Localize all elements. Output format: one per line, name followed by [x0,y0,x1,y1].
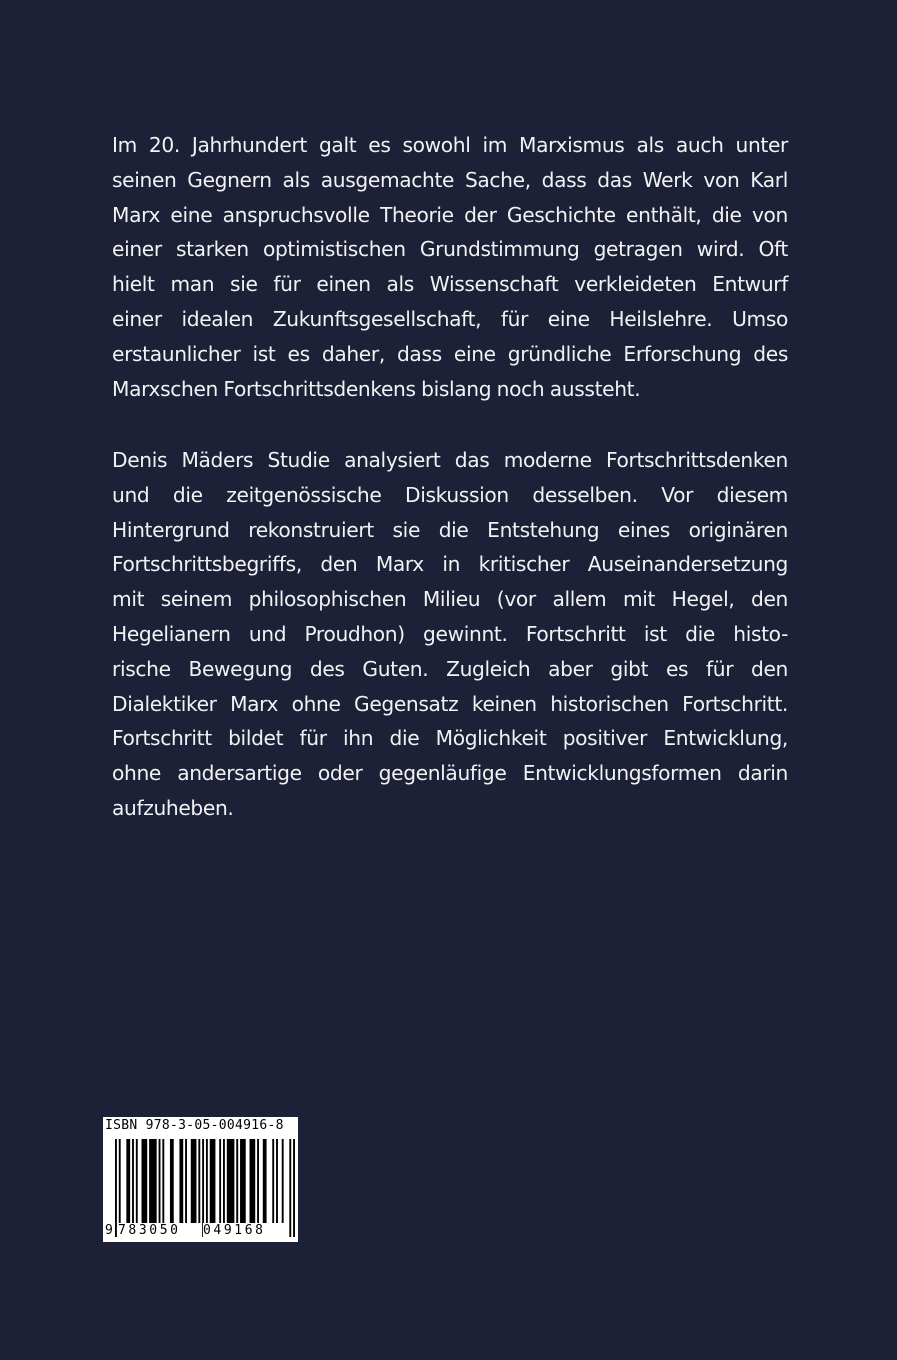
barcode-first-digit: 9 [105,1223,113,1238]
paragraph-line: Dialektiker Marx ohne Gegensatz keinen historischen Fortschritt. [112,691,788,716]
barcode-bar [240,1139,246,1223]
paragraph-line: Hegelianern und Proudhon) gewinnt. Fortschritt ist die histo- [112,621,788,646]
paragraph-line: Fortschritt bildet für ihn die Möglichkeit positiver Entwicklung, [112,726,788,751]
isbn-number: ISBN 978-3-05-004916-8 [105,1118,284,1133]
barcode-bar [210,1139,216,1223]
paragraph-line: erstaunlicher ist es daher, dass eine gründliche Erforschung des [112,341,788,366]
description-paragraph-1 [112,128,788,406]
barcode-bar [257,1139,259,1223]
barcode-bar [276,1139,278,1223]
paragraph-line: Im 20. Jahrhundert galt es sowohl im Marxismus als auch unter [112,133,788,157]
barcode-right-group: 049168 [203,1223,266,1238]
barcode-bar [179,1139,183,1223]
paragraph-line: mit seinem philosophischen Milieu (vor allem mit Hegel, den [112,587,788,612]
paragraph-line: Marxschen Fortschrittsdenkens bislang noch aussteht. [112,376,641,401]
paragraph-line: Hintergrund rekonstruiert sie die Entstehung eines originären [112,517,788,542]
barcode-bar [136,1139,138,1223]
barcode-bar [289,1139,291,1237]
barcode-left-group: 783050 [118,1223,181,1238]
barcode-bar [272,1139,274,1223]
barcode-bar [149,1139,157,1223]
barcode-bar [198,1139,200,1223]
barcode-bar [223,1139,225,1223]
paragraph-line: rische Bewegung des Guten. Zugleich aber gibt es für den [112,656,788,681]
paragraph-line: Marx eine anspruchsvolle Theorie der Geschichte enthält, die von [112,202,788,227]
barcode-bar [191,1139,197,1223]
paragraph-line: aufzuheben. [112,795,234,820]
description-paragraph-2 [112,443,788,826]
barcode-bar [142,1139,148,1223]
paragraph-line: ohne andersartige oder gegenläufige Entwicklungsformen darin [112,761,788,786]
paragraph-line: hielt man sie für einen als Wissenschaft verkleideten Entwurf [112,272,788,297]
barcode-bar [219,1139,221,1223]
paragraph-line: seinen Gegnern als ausgemachte Sache, dass das Werk von Karl [112,167,788,192]
barcode-bar [282,1139,284,1223]
paragraph-line: Fortschrittsbegriffs, den Marx in kritischer Auseinandersetzung [112,552,788,577]
barcode-bar [293,1139,295,1237]
barcode-bar [132,1139,134,1223]
paragraph-line: und die zeitgenössische Diskussion desselben. Vor diesem [112,482,788,507]
barcode-bar [126,1139,130,1223]
barcode-bar [115,1139,117,1237]
paragraph-line: einer starken optimistischen Grundstimmung getragen wird. Oft [112,237,788,262]
barcode-bar [162,1139,164,1223]
barcode-bar [263,1139,267,1223]
barcode-bar [170,1139,174,1223]
barcode-bar [250,1139,256,1223]
barcode-bar [159,1139,161,1223]
paragraph-line: einer idealen Zukunftsgesellschaft, für eine Heilslehre. Umso [112,306,788,331]
barcode-bar [236,1139,238,1223]
barcode-bar [227,1139,235,1223]
barcode-bar [185,1139,187,1223]
paragraph-line: Denis Mäders Studie analysiert das moderne Fortschrittsdenken [112,448,788,472]
